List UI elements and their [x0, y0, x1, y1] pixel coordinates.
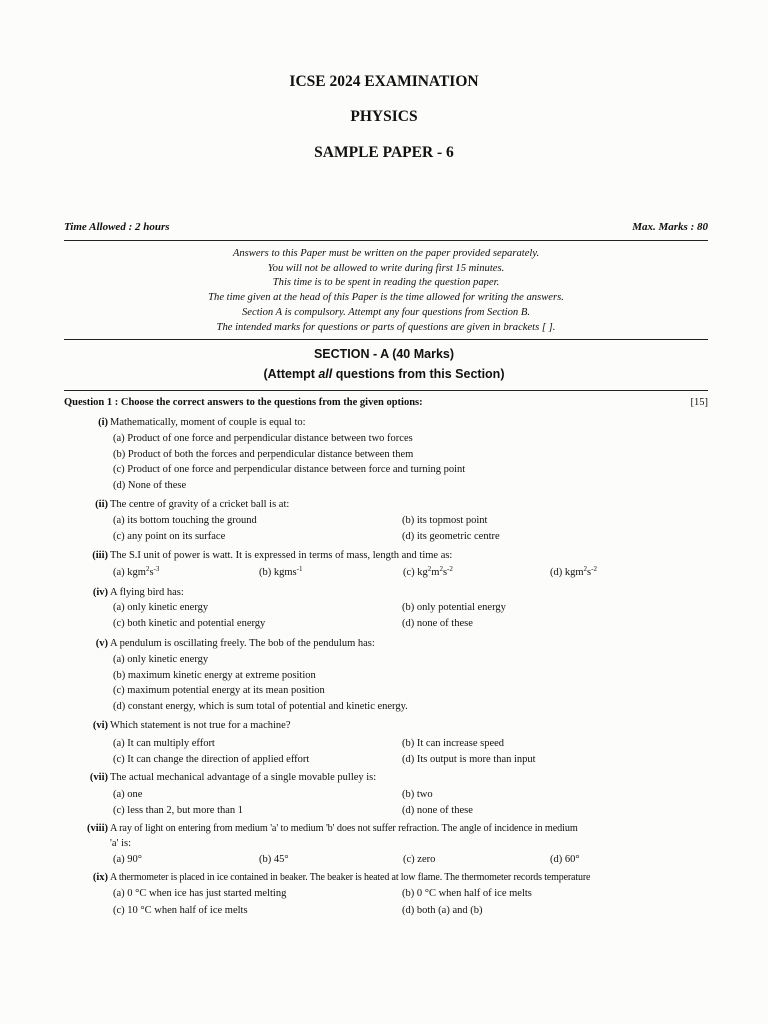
- item-number: (viii): [87, 823, 108, 834]
- question-1: [64, 397, 708, 408]
- question-1-marks: [15]: [690, 397, 708, 408]
- exam-title: ICSE 2024 EXAMINATION: [289, 73, 479, 90]
- option-a: (a) 0 °C when ice has just started melting: [113, 888, 287, 899]
- option-a: (a) It can multiply effort: [113, 738, 215, 749]
- item-text: Which statement is not true for a machine?: [110, 720, 291, 731]
- exponent: -2: [447, 565, 453, 573]
- option-c: (c) 10 °C when half of ice melts: [113, 905, 248, 916]
- item-number: (ix): [92, 872, 108, 883]
- item-number: (vi): [92, 720, 108, 731]
- option-text: (d) kgm: [550, 567, 584, 578]
- instruction-line: You will not be allowed to write during first 15 minutes.: [267, 262, 505, 274]
- item-text: A thermometer is placed in ice contained in beaker. The beaker is heated at low flame. The thermometer records temperature: [110, 872, 591, 883]
- option-d: (d) none of these: [402, 618, 473, 629]
- option-b: (b) only potential energy: [402, 602, 506, 613]
- option-text: s: [149, 567, 154, 578]
- option-c: (c) It can change the direction of applied effort: [113, 754, 310, 765]
- option-a: (a) 90°: [113, 854, 142, 865]
- option-text: (b) kgms: [259, 567, 297, 578]
- option-d: [550, 567, 597, 578]
- item-text: The S.I unit of power is watt. It is expressed in terms of mass, length and time as:: [110, 550, 453, 561]
- option-b: (b) It can increase speed: [402, 738, 505, 749]
- option-d: (d) Its output is more than input: [402, 754, 536, 765]
- max-marks: Max. Marks : 80: [632, 221, 708, 233]
- option-a: (a) only kinetic energy: [113, 654, 209, 665]
- option-d: (d) none of these: [402, 805, 473, 816]
- option-a: (a) one: [113, 789, 143, 800]
- divider-top: [64, 240, 708, 241]
- item-text: A ray of light on entering from medium 'a' to medium 'b' does not suffer refraction. The angle of incidence in medium: [110, 823, 578, 834]
- exponent: 2: [583, 565, 588, 573]
- instruction-line: Answers to this Paper must be written on the paper provided separately.: [232, 248, 540, 259]
- subtitle-emphasis: all: [318, 367, 333, 381]
- option-text: s: [587, 567, 592, 578]
- option-a: (a) only kinetic energy: [113, 602, 209, 613]
- option-text: (c) kg: [403, 567, 428, 578]
- item-text-continued: 'a' is:: [110, 838, 131, 849]
- option-b: (b) maximum kinetic energy at extreme position: [113, 670, 316, 681]
- option-text: (a) kgm: [113, 567, 146, 578]
- option-c: (c) less than 2, but more than 1: [113, 805, 244, 816]
- section-title: SECTION - A (40 Marks): [313, 347, 455, 361]
- exponent: 2: [427, 565, 432, 573]
- option-d: (d) its geometric centre: [402, 531, 500, 542]
- option-text: s: [442, 567, 448, 578]
- option-d: (d) constant energy, which is sum total of potential and kinetic energy.: [113, 701, 408, 712]
- instruction-line: Section A is compulsory. Attempt any four questions from Section B.: [242, 306, 530, 318]
- item-number: (iv): [92, 587, 108, 598]
- question-1-text: Question 1 : Choose the correct answers to the questions from the given options:: [64, 397, 423, 408]
- option-c: (c) any point on its surface: [113, 531, 226, 542]
- exponent: -2: [591, 565, 597, 573]
- exponent: 2: [145, 565, 150, 573]
- divider-instructions: [64, 339, 708, 340]
- exponent: 2: [439, 565, 443, 573]
- subtitle-text: questions from this Section): [332, 367, 505, 381]
- option-a: [113, 567, 159, 578]
- option-b: [259, 567, 302, 578]
- option-d: (d) both (a) and (b): [402, 905, 483, 916]
- section-subtitle: [0, 367, 768, 381]
- instructions-block: [64, 247, 708, 335]
- item-text: Mathematically, moment of couple is equal to:: [110, 417, 306, 428]
- item-number: (v): [95, 638, 108, 649]
- time-allowed: Time Allowed : 2 hours: [64, 221, 170, 233]
- paper-title: SAMPLE PAPER - 6: [314, 144, 454, 161]
- item-text: A flying bird has:: [110, 587, 184, 598]
- option-b: (b) 0 °C when half of ice melts: [402, 888, 532, 899]
- divider-section: [64, 390, 708, 391]
- option-c: (c) Product of one force and perpendicular distance between force and turning point: [113, 464, 466, 475]
- item-text: The actual mechanical advantage of a single movable pulley is:: [110, 772, 377, 783]
- option-a: (a) Product of one force and perpendicular distance between two forces: [113, 433, 413, 444]
- option-a: (a) its bottom touching the ground: [113, 515, 257, 526]
- option-text: m: [431, 567, 440, 578]
- item-number: (ii): [95, 499, 108, 510]
- instruction-line: The intended marks for questions or parts of questions are given in brackets [ ].: [216, 321, 556, 333]
- subtitle-text: (Attempt: [263, 367, 319, 381]
- option-c: (c) maximum potential energy at its mean position: [113, 685, 325, 696]
- item-text: A pendulum is oscillating freely. The bob of the pendulum has:: [110, 638, 375, 649]
- instruction-line: The time given at the head of this Paper is the time allowed for writing the answers.: [208, 292, 564, 304]
- option-d: (d) None of these: [113, 480, 187, 491]
- option-b: (b) two: [402, 789, 433, 800]
- exponent: -3: [153, 565, 160, 573]
- option-c: (c) both kinetic and potential energy: [113, 618, 266, 629]
- item-number: (iii): [92, 550, 108, 561]
- option-b: (b) its topmost point: [402, 515, 488, 526]
- exponent: -1: [296, 565, 303, 573]
- option-b: (b) Product of both the forces and perpendicular distance between them: [113, 449, 414, 460]
- option-c: (c) zero: [403, 854, 436, 865]
- option-d: (d) 60°: [550, 854, 580, 865]
- option-b: (b) 45°: [259, 854, 289, 865]
- subject-title: PHYSICS: [350, 108, 418, 125]
- option-c: [403, 567, 453, 578]
- item-text: The centre of gravity of a cricket ball is at:: [110, 499, 290, 510]
- item-number: (i): [98, 417, 108, 428]
- item-number: (vii): [89, 772, 108, 783]
- instruction-line: This time is to be spent in reading the question paper.: [272, 277, 500, 289]
